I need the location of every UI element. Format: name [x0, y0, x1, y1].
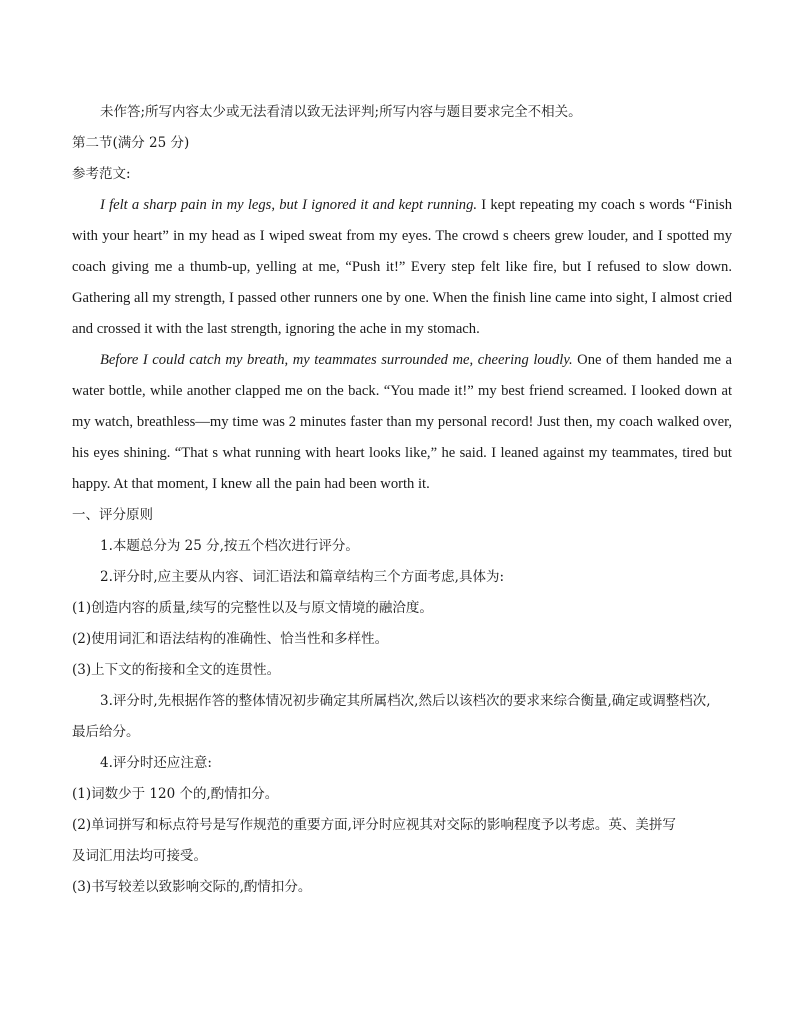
rule-4-item-2-line-2: 及词汇用法均可接受。 — [72, 848, 207, 864]
rule-2: 2.评分时,应主要从内容、词汇语法和篇章结构三个方面考虑,具体为: — [100, 569, 505, 585]
document-page — [72, 97, 732, 903]
essay-paragraph-2 — [72, 345, 732, 500]
rule-1: 1.本题总分为 25 分,按五个档次进行评分。 — [100, 538, 359, 554]
rule-3-line-2: 最后给分。 — [72, 724, 140, 740]
paragraph-1-body: I kept repeating my coach s words “Finish with your heart” in my head as I wiped sweat from my eyes. The crowd s cheers grew louder, and I spotted my coach giving me a thumb-up, yelling at me, “Push it!” Every step felt like fire, but I refused to slow down. Gathering all my strength, I passed other runners one by one. When the finish line came into sight, I almost cried and crossed it with the last strength, ignoring the ache in my stomach. — [72, 197, 733, 337]
section-heading: 第二节(满分 25 分) — [72, 135, 190, 151]
rule-4-item-1: (1)词数少于 120 个的,酌情扣分。 — [72, 786, 279, 802]
principles-heading: 一、评分原则 — [72, 507, 153, 523]
rule-4-item-3: (3)书写较差以致影响交际的,酌情扣分。 — [72, 879, 312, 895]
rule-2-item-3: (3)上下文的衔接和全文的连贯性。 — [72, 662, 281, 678]
paragraph-1-opening: I felt a sharp pain in my legs, but I ignored it and kept running. — [100, 197, 478, 213]
rule-3-line-1: 3.评分时,先根据作答的整体情况初步确定其所属档次,然后以该档次的要求来综合衡量,确定或调整档次, — [100, 693, 711, 709]
rule-4-item-2-line-1: (2)单词拼写和标点符号是写作规范的重要方面,评分时应视其对交际的影响程度予以考虑。英、美拼写 — [72, 817, 676, 833]
sample-label: 参考范文: — [72, 166, 131, 182]
rule-4: 4.评分时还应注意: — [100, 755, 212, 771]
rule-2-item-2: (2)使用词汇和语法结构的准确性、恰当性和多样性。 — [72, 631, 389, 647]
essay-paragraph-1 — [72, 190, 732, 345]
top-line: 未作答;所写内容太少或无法看清以致无法评判;所写内容与题目要求完全不相关。 — [100, 104, 582, 120]
paragraph-2-opening: Before I could catch my breath, my teammates surrounded me, cheering loudly. — [100, 352, 573, 368]
paragraph-2-body: One of them handed me a water bottle, while another clapped me on the back. “You made it!” my best friend screamed. I looked down at my watch, breathless—my time was 2 minutes faster than my personal record! Just then, my coach walked over, his eyes shining. “That s what running with heart looks like,” he said. I leaned against my teammates, tired but happy. At that moment, I knew all the pain had been worth it. — [72, 352, 732, 492]
rule-2-item-1: (1)创造内容的质量,续写的完整性以及与原文情境的融洽度。 — [72, 600, 433, 616]
